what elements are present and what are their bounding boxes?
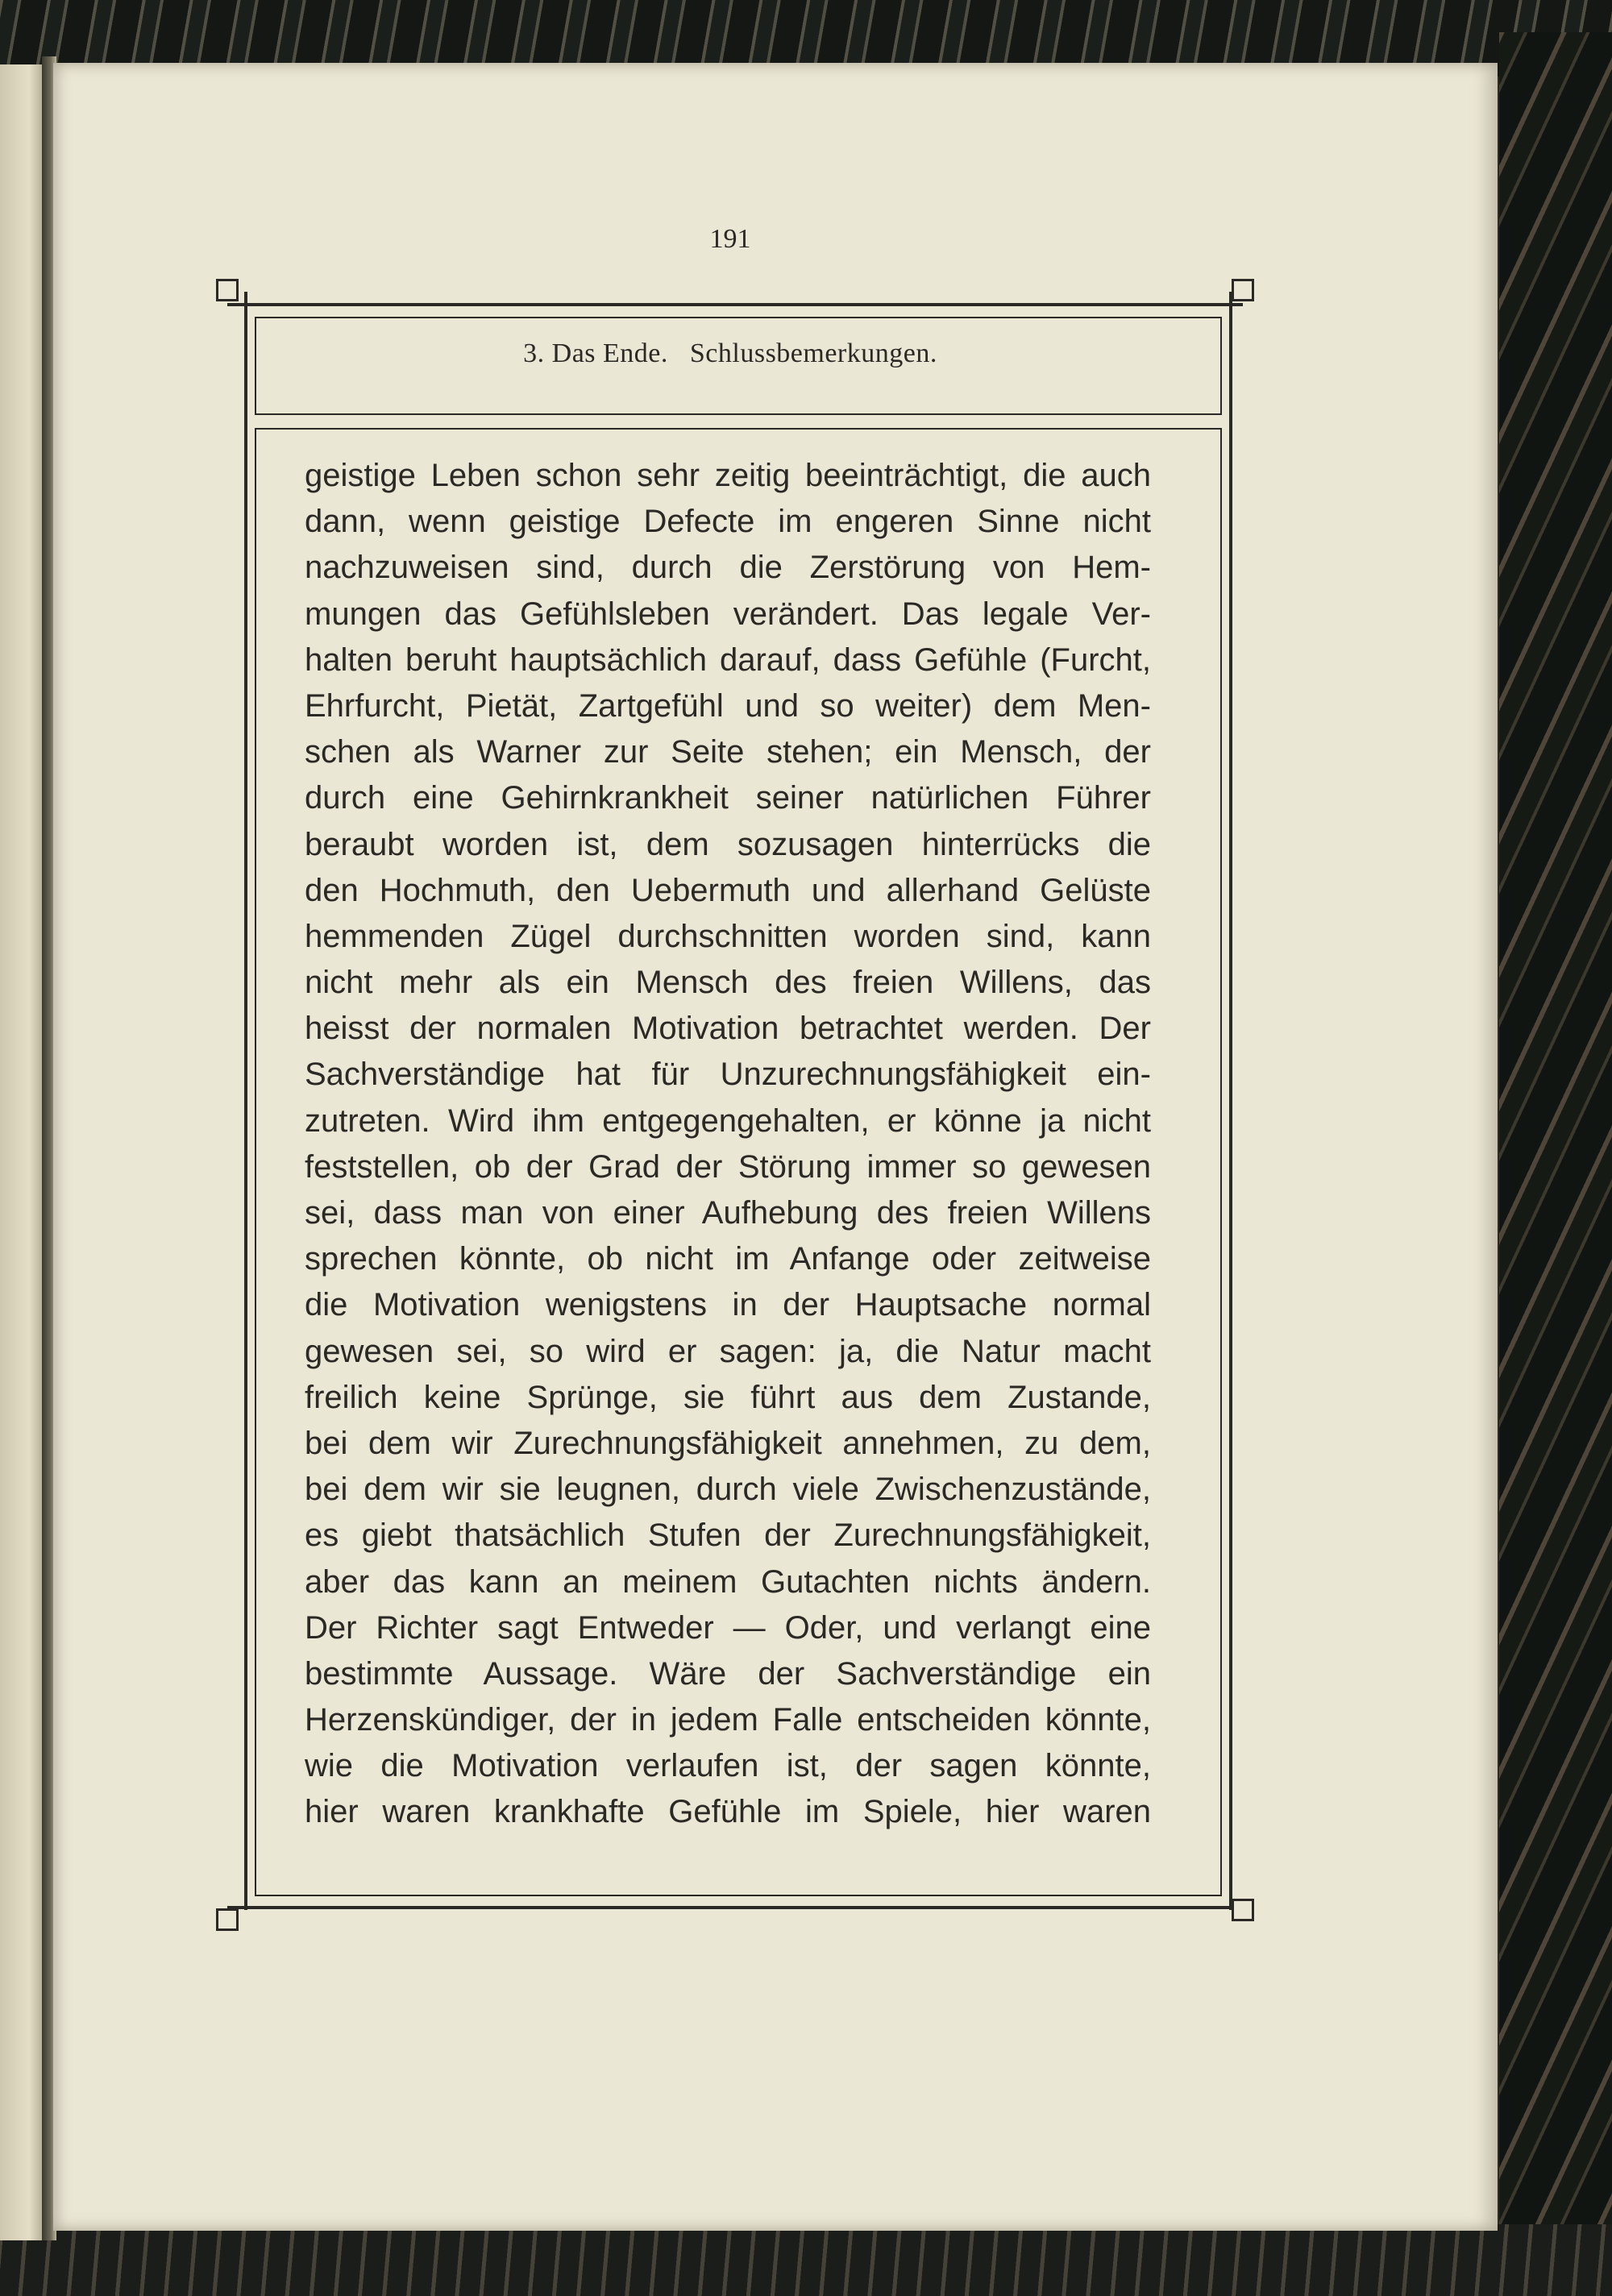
text-line: Herzenskündiger, der in jedem Falle entscheiden könnte, bbox=[305, 1702, 1151, 1738]
text-line: freilich keine Sprünge, sie führt aus dem Zustande, bbox=[305, 1379, 1151, 1415]
text-line: hier waren krankhafte Gefühle im Spiele, hier waren bbox=[305, 1794, 1151, 1830]
frame-top-rule bbox=[227, 303, 1243, 306]
frame-left-rule bbox=[244, 292, 247, 1910]
text-line: mungen das Gefühlsleben verändert. Das legale Ver- bbox=[305, 596, 1151, 632]
text-line: aber das kann an meinem Gutachten nichts ändern. bbox=[305, 1563, 1151, 1600]
text-line: hemmenden Zügel durchschnitten worden sind, kann bbox=[305, 918, 1151, 954]
text-line: Ehrfurcht, Pietät, Zartgefühl und so weiter) dem Men- bbox=[305, 687, 1151, 724]
text-line: heisst der normalen Motivation betrachtet werden. Der bbox=[305, 1011, 1151, 1047]
text-line: nachzuweisen sind, durch die Zerstörung von Hem- bbox=[305, 550, 1151, 586]
text-line: es giebt thatsächlich Stufen der Zurechnungsfähigkeit, bbox=[305, 1518, 1151, 1554]
text-line: den Hochmuth, den Uebermuth und allerhand Gelüste bbox=[305, 872, 1151, 908]
text-line: zutreten. Wird ihm entgegengehalten, er könne ja nicht bbox=[305, 1102, 1151, 1139]
page-number: 191 bbox=[709, 224, 751, 254]
text-line: gewesen sei, so wird er sagen: ja, die Natur macht bbox=[305, 1333, 1151, 1369]
facing-page-edge bbox=[0, 64, 42, 2240]
text-line: durch eine Gehirnkrankheit seiner natürlichen Führer bbox=[305, 780, 1151, 816]
text-line: bei dem wir Zurechnungsfähigkeit annehmen, zu dem, bbox=[305, 1425, 1151, 1461]
text-line: halten beruht hauptsächlich darauf, dass Gefühle (Furcht, bbox=[305, 641, 1151, 678]
text-line: sei, dass man von einer Aufhebung des freien Willens bbox=[305, 1195, 1151, 1231]
text-line: bestimmte Aussage. Wäre der Sachverständige ein bbox=[305, 1655, 1151, 1692]
text-line: die Motivation wenigstens in der Hauptsache normal bbox=[305, 1287, 1151, 1323]
text-line: Der Richter sagt Entweder — Oder, und verlangt eine bbox=[305, 1609, 1151, 1646]
frame-corner-top-right bbox=[1232, 279, 1254, 301]
text-line: nicht mehr als ein Mensch des freien Willens, das bbox=[305, 965, 1151, 1001]
book-cover-marbled-edge bbox=[1499, 32, 1612, 2296]
text-line: geistige Leben schon sehr zeitig beeinträchtigt, die auch bbox=[305, 458, 1151, 493]
frame-corner-bottom-left bbox=[216, 1908, 239, 1931]
text-line: Sachverständige hat für Unzurechnungsfähigkeit ein- bbox=[305, 1057, 1151, 1093]
frame-bottom-rule bbox=[227, 1906, 1243, 1909]
frame-corner-top-left bbox=[216, 279, 239, 301]
body-text bbox=[305, 453, 1151, 1836]
text-line: wie die Motivation verlaufen ist, der sagen könnte, bbox=[305, 1748, 1151, 1784]
text-line: feststellen, ob der Grad der Störung immer so gewesen bbox=[305, 1148, 1151, 1185]
running-head: 3. Das Ende. Schlussbemerkungen. bbox=[523, 338, 937, 368]
text-line: dann, wenn geistige Defecte im engeren Sinne nicht bbox=[305, 504, 1151, 540]
frame-corner-bottom-right bbox=[1232, 1899, 1254, 1921]
frame-right-rule bbox=[1229, 292, 1232, 1910]
text-line: beraubt worden ist, dem sozusagen hinterrücks die bbox=[305, 826, 1151, 862]
text-line: bei dem wir sie leugnen, durch viele Zwischenzustände, bbox=[305, 1472, 1151, 1508]
text-line: sprechen könnte, ob nicht im Anfange oder zeitweise bbox=[305, 1241, 1151, 1277]
text-line: schen als Warner zur Seite stehen; ein Mensch, der bbox=[305, 734, 1151, 770]
book-cover-bottom-edge bbox=[0, 2224, 1612, 2296]
